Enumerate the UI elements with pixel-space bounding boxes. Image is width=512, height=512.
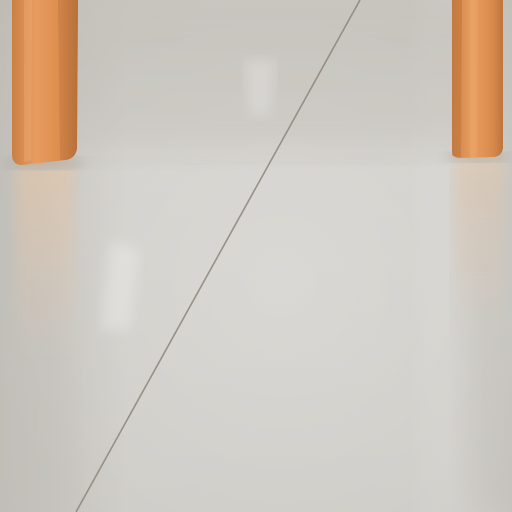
left-wooden-leg xyxy=(12,0,78,165)
tile-shine-back xyxy=(245,60,275,115)
left-leg-reflection xyxy=(16,165,74,355)
right-leg-reflection xyxy=(454,158,504,328)
right-wooden-leg xyxy=(452,0,503,158)
